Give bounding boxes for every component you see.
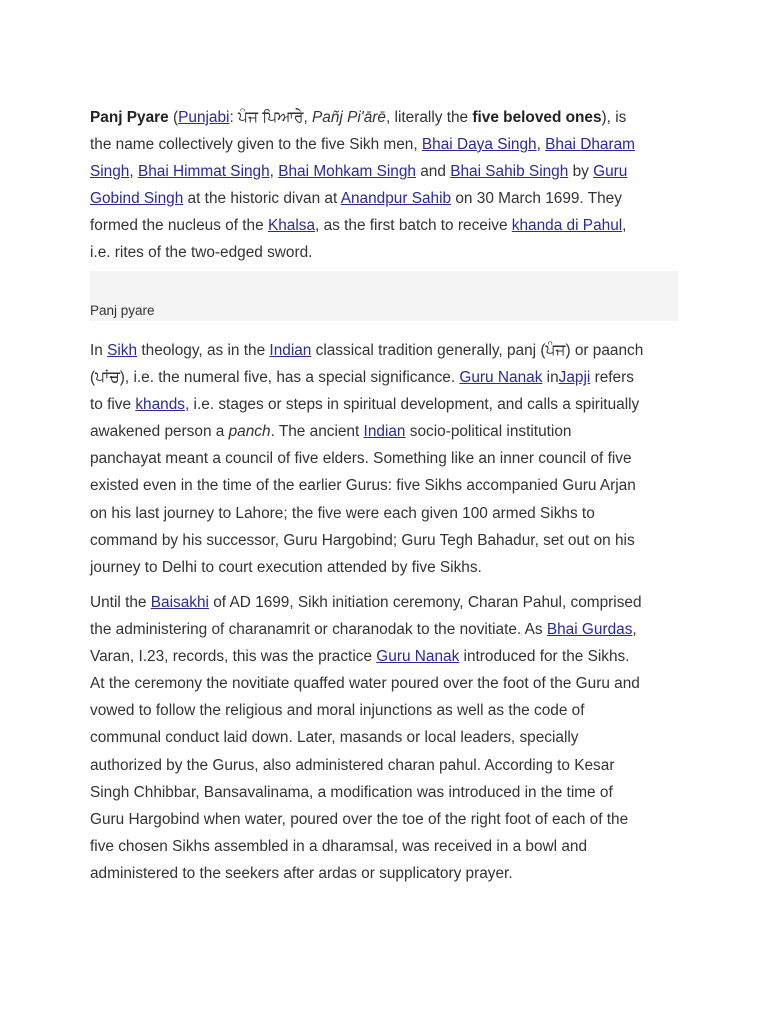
line — [90, 616, 690, 643]
line — [90, 212, 690, 239]
text: socio-political institution — [405, 423, 572, 441]
text: classical tradition generally, panj (ਪੰਜ) or paanch — [311, 342, 644, 359]
intro-paragraph — [90, 104, 690, 266]
link-bhai-mohkam-singh[interactable]: Bhai Mohkam Singh — [278, 163, 416, 180]
link-guru-gobind-singh[interactable]: Guru — [593, 163, 628, 180]
line: on his last journey to Lahore; the five were each given 100 armed Sikhs to — [90, 504, 595, 522]
text: to five — [90, 396, 136, 414]
text: , — [622, 217, 627, 234]
text: in — [542, 369, 559, 387]
link-bhai-dharam-singh[interactable]: Bhai Dharam — [545, 136, 635, 153]
line — [90, 643, 690, 670]
line — [90, 131, 690, 158]
text: introduced for the Sikhs. — [459, 648, 630, 666]
line — [90, 391, 690, 418]
text: by — [568, 163, 594, 180]
link-punjabi[interactable]: Punjabi — [178, 109, 230, 126]
image-placeholder — [90, 271, 678, 321]
line: communal conduct laid down. Later, masands or local leaders, specially — [90, 729, 579, 747]
text: : — [229, 109, 239, 126]
text: , literally the — [385, 109, 473, 126]
link-bhai-daya-singh[interactable]: Bhai Daya Singh — [421, 136, 537, 153]
line: administered to the seekers after ardas or supplicatory prayer. — [90, 864, 513, 882]
text: of AD 1699, Sikh initiation ceremony, Charan Pahul, comprised — [208, 594, 642, 611]
text: refers — [590, 369, 634, 387]
line — [90, 239, 690, 266]
term-bold: Panj Pyare — [90, 109, 169, 126]
line: existed even in the time of the earlier Gurus: five Sikhs accompanied Guru Arjan — [90, 477, 636, 495]
text: ( — [168, 109, 179, 126]
text: , as the first batch to receive — [315, 217, 512, 234]
text: on 30 March 1699. They — [451, 190, 622, 207]
link-baisakhi[interactable]: Baisakhi — [150, 594, 209, 611]
line — [90, 185, 690, 212]
line — [90, 337, 690, 364]
text: theology, as in the — [137, 342, 270, 359]
text: (ਪਾਂਚ), i.e. the numeral five, has a special significance. — [90, 369, 460, 387]
gurmukhi-text: ਪੰਜ ਪਿਆਰੇ — [238, 109, 304, 126]
text: , — [303, 109, 313, 126]
text: formed the nucleus of the — [90, 217, 268, 234]
line: panchayat meant a council of five elders. Something like an inner council of five — [90, 450, 632, 468]
text: ), is — [601, 109, 627, 126]
link-khalsa[interactable]: Khalsa — [267, 217, 316, 234]
text: , i.e. stages or steps in spiritual development, and calls a spiritually — [184, 396, 640, 414]
line: Guru Hargobind when water, poured over the toe of the right foot of each of the — [90, 810, 629, 828]
line: command by his successor, Guru Hargobind; Guru Tegh Bahadur, set out on his — [90, 531, 635, 549]
line — [90, 418, 690, 445]
link-bhai-gurdas[interactable]: Bhai Gurdas — [546, 621, 633, 639]
line: journey to Delhi to court execution attended by five Sikhs. — [90, 558, 482, 576]
text: Varan, I.23, records, this was the practice — [90, 648, 377, 666]
link-bhai-sahib-singh[interactable]: Bhai Sahib Singh — [450, 163, 569, 180]
link-khands[interactable]: khands — [135, 396, 185, 414]
transliteration: Pañj Pi'ārē — [312, 109, 386, 126]
initiation-paragraph — [90, 589, 690, 887]
text: , — [129, 163, 138, 180]
line — [90, 158, 690, 185]
text: and — [415, 163, 451, 180]
link-japji[interactable]: Japji — [558, 369, 591, 387]
meaning-bold: five beloved ones — [472, 109, 602, 126]
link-sikh[interactable]: Sikh — [107, 342, 138, 359]
theology-paragraph — [90, 337, 690, 581]
text: the administering of charanamrit or charanodak to the novitiate. As — [90, 621, 547, 639]
text: , — [536, 136, 546, 153]
link-anandpur-sahib[interactable]: Anandpur Sahib — [340, 190, 452, 207]
line — [90, 589, 690, 616]
text: . The ancient — [270, 423, 364, 441]
link-guru-gobind-singh[interactable]: Gobind Singh — [90, 190, 184, 207]
text: awakened person a — [90, 423, 229, 441]
italic-term: panch — [228, 423, 271, 441]
text: Until the — [90, 594, 151, 611]
link-bhai-himmat-singh[interactable]: Bhai Himmat Singh — [137, 163, 270, 180]
line: five chosen Sikhs assembled in a dharamsal, was received in a bowl and — [90, 837, 588, 855]
line: vowed to follow the religious and moral injunctions as well as the code of — [90, 702, 585, 720]
text: i.e. rites of the two-edged sword. — [90, 244, 313, 261]
image-caption: Panj pyare — [90, 303, 155, 318]
text: at the historic divan at — [183, 190, 341, 207]
link-indian[interactable]: Indian — [363, 423, 406, 441]
link-bhai-dharam-singh[interactable]: Singh — [90, 163, 130, 180]
text: In — [90, 342, 108, 359]
text: the name collectively given to the five Sikh men, — [90, 136, 422, 153]
link-indian[interactable]: Indian — [269, 342, 312, 359]
line: Singh Chhibbar, Bansavalinama, a modification was introduced in the time of — [90, 783, 613, 801]
link-guru-nanak[interactable]: Guru Nanak — [459, 369, 543, 387]
text: , — [269, 163, 279, 180]
line — [90, 364, 690, 391]
link-khanda-di-pahul[interactable]: khanda di Pahul — [511, 217, 623, 234]
line — [90, 104, 690, 131]
line: At the ceremony the novitiate quaffed water poured over the foot of the Guru and — [90, 675, 640, 693]
text: , — [632, 621, 637, 639]
line: authorized by the Gurus, also administered charan pahul. According to Kesar — [90, 756, 615, 774]
link-guru-nanak[interactable]: Guru Nanak — [376, 648, 460, 666]
